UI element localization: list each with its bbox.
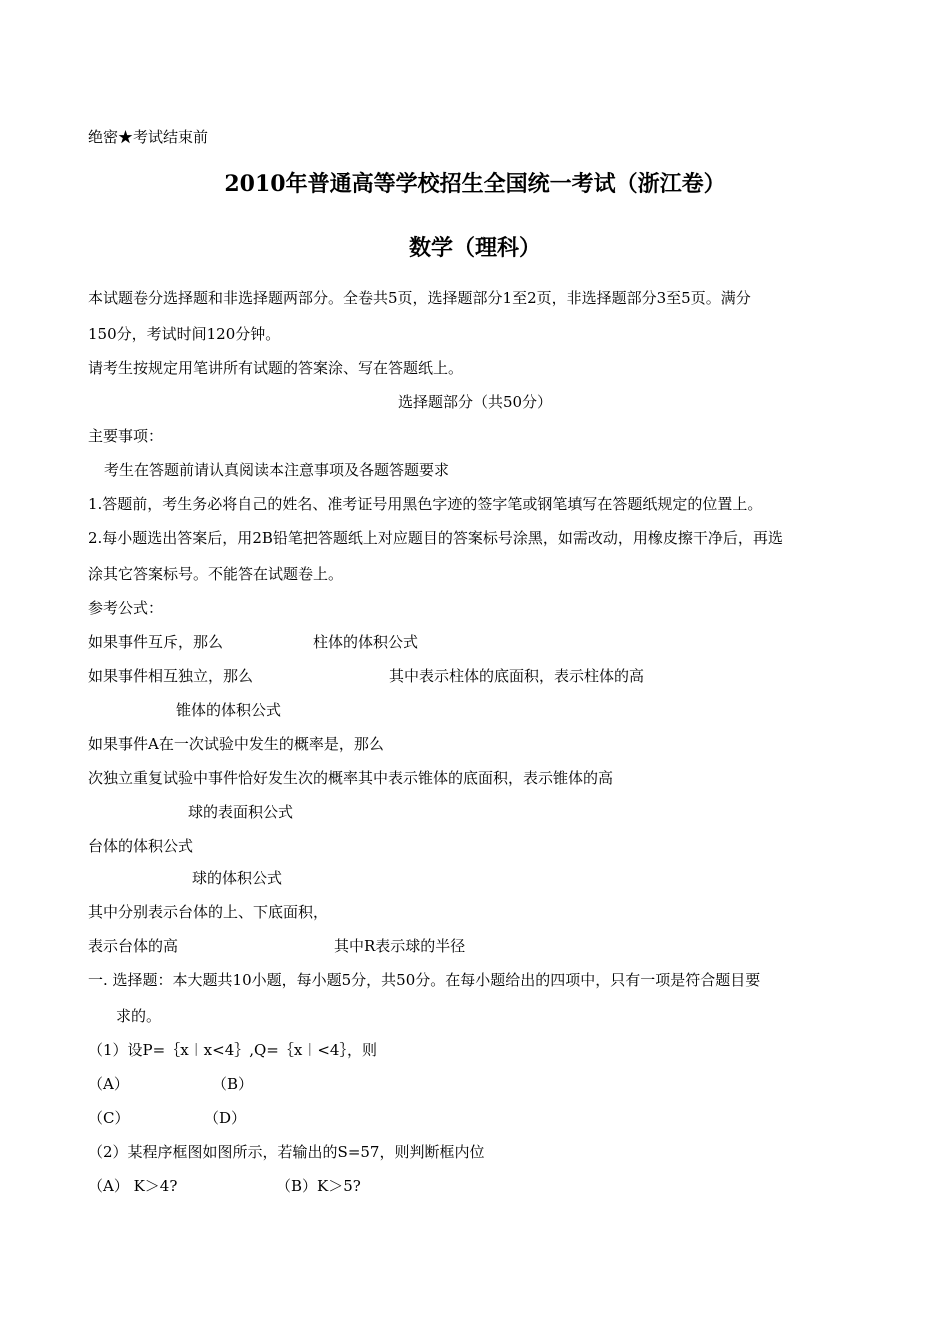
question-1-option-d: （D） (204, 1109, 247, 1127)
note-1: 1.答题前，考生务必将自己的姓名、准考证号用黑色字迹的签字笔或钢笔填写在答题纸规定的位置上。 (88, 495, 763, 513)
formula-repeated-trials: 次独立重复试验中事件恰好发生次的概率其中表示锥体的底面积，表示锥体的高 (88, 769, 614, 787)
part-1-instruction-line-2: 求的。 (116, 1007, 162, 1025)
exam-subtitle: 数学（理科） (408, 235, 541, 261)
formula-independent-events: 如果事件相互独立，那么 (88, 667, 254, 685)
formula-cone-volume: 锥体的体积公式 (176, 701, 282, 719)
question-1: （1）设P=｛x︱x<4｝,Q=｛x︱<4｝，则 (88, 1041, 377, 1059)
question-2-option-b: （B）K＞5? (276, 1177, 361, 1195)
question-1-option-c: （C） (88, 1109, 130, 1127)
note-2-line-1: 2.每小题选出答案后，用2B铅笔把答题纸上对应题目的答案标号涂黑，如需改动，用橡皮擦干净后，再选 (88, 529, 783, 547)
question-2: （2）某程序框图如图所示，若输出的S=57，则判断框内位 (88, 1143, 485, 1161)
intro-instruction: 请考生按规定用笔讲所有试题的答案涂、写在答题纸上。 (88, 359, 464, 377)
intro-line-2: 150分，考试时间120分钟。 (88, 325, 281, 343)
intro-line-1: 本试题卷分选择题和非选择题两部分。全卷共5页，选择题部分1至2页，非选择题部分3至5页。满分 (88, 289, 751, 307)
formula-prism-note: 其中表示柱体的底面积，表示柱体的高 (389, 667, 645, 685)
formula-frustum-height: 表示台体的高 (88, 937, 179, 955)
part-1-instruction-line-1: 一. 选择题：本大题共10小题，每小题5分，共50分。在每小题给出的四项中，只有一项是符合题目要 (88, 971, 761, 989)
question-2-option-a: （A） K＞4? (88, 1177, 178, 1195)
formula-exclusive-events: 如果事件互斥，那么 (88, 633, 224, 651)
notes-intro: 考生在答题前请认真阅读本注意事项及各题答题要求 (104, 461, 450, 479)
note-2-line-2: 涂其它答案标号。不能答在试题卷上。 (88, 565, 344, 583)
exam-title: 2010年普通高等学校招生全国统一考试（浙江卷） (224, 171, 726, 197)
formula-frustum-areas: 其中分别表示台体的上、下底面积， (88, 903, 329, 921)
formula-frustum-volume: 台体的体积公式 (88, 837, 194, 855)
formula-sphere-volume: 球的体积公式 (192, 869, 283, 887)
formula-event-probability: 如果事件A在一次试验中发生的概率是，那么 (88, 735, 384, 753)
question-1-option-b: （B） (212, 1075, 254, 1093)
section-heading: 选择题部分（共50分） (397, 393, 553, 411)
formula-sphere-surface: 球的表面积公式 (188, 803, 294, 821)
secret-label: 绝密★考试结束前 (88, 128, 209, 146)
notes-label: 主要事项： (88, 427, 164, 445)
question-1-option-a: （A） (88, 1075, 129, 1093)
formula-sphere-radius: 其中R表示球的半径 (334, 937, 466, 955)
formulas-label: 参考公式： (88, 599, 164, 617)
formula-prism-volume: 柱体的体积公式 (313, 633, 419, 651)
